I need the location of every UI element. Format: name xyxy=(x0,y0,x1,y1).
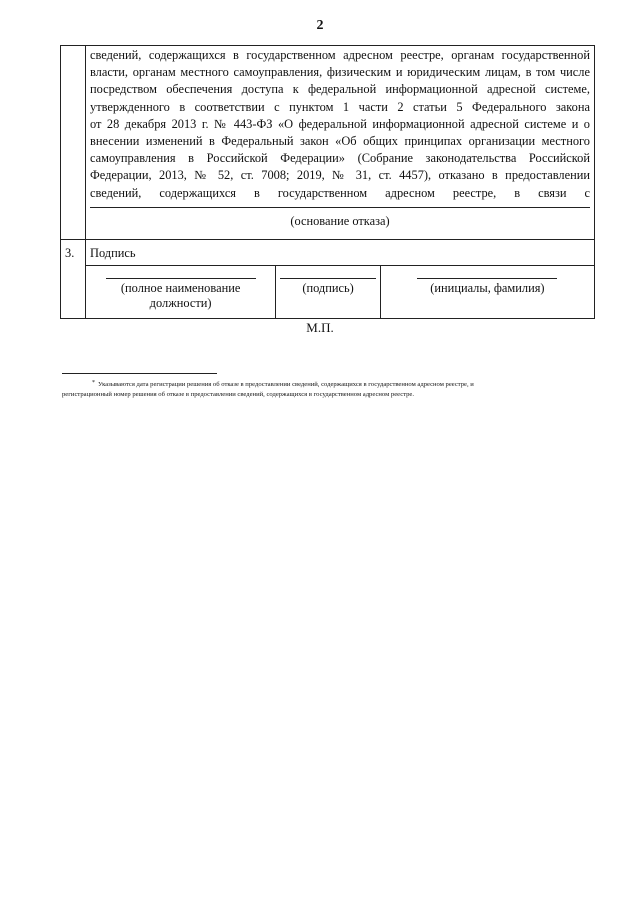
signature-caption: (подпись) xyxy=(302,280,354,295)
signature-grid xyxy=(86,265,594,318)
refusal-line-7: самоуправления в Российской Федерации» (Собрание законодательства Российской xyxy=(90,151,590,166)
name-caption: (инициалы, фамилия) xyxy=(430,280,545,295)
refusal-line-5: от 28 декабря 2013 г. № 443-ФЗ «О федеральной информационной адресной системе и о xyxy=(90,116,590,131)
row-number-cell-empty xyxy=(61,46,86,240)
footnote-line-1-text: Указываются дата регистрации решения об отказе в предоставлении сведений, содержащихся в государственном адресном реестре, и xyxy=(98,381,474,388)
refusal-line-3: посредством обеспечения доступа к федеральной информационной адресной системе, xyxy=(90,82,590,97)
name-block xyxy=(381,266,594,318)
refusal-line-9: сведений, содержащихся в государственном адресном реестре, в связи с xyxy=(90,185,590,200)
seal-mark: М.П. xyxy=(306,320,334,335)
form-table xyxy=(60,45,595,319)
row-number: 3. xyxy=(65,245,75,260)
position-block xyxy=(86,266,276,318)
refusal-line-6: внесении изменений в Федеральный закон «Об общих принципах организации местного xyxy=(90,134,590,149)
refusal-reason-caption: (основание отказа) xyxy=(290,213,390,228)
page-number: 2 xyxy=(316,18,324,33)
position-caption: (полное наименование должности) xyxy=(120,280,241,310)
row-signature xyxy=(61,239,595,318)
refusal-line-2: власти, органам местного самоуправления, физическим и юридическим лицам, в том числе xyxy=(90,65,590,80)
footnote xyxy=(62,378,597,401)
footnote-separator xyxy=(62,373,217,374)
footnote-line-2: регистрационный номер решения об отказе в предоставлении сведений, содержащихся в государственном адресном реестре. xyxy=(62,391,414,399)
refusal-line-4: утвержденного в соответствии с пунктом 1 части 2 статьи 5 Федерального закона xyxy=(90,99,590,114)
row-refusal-text xyxy=(61,46,595,240)
signature-heading: Подпись xyxy=(90,245,136,260)
refusal-line-1: сведений, содержащихся в государственном адресном реестре, органам государственной xyxy=(90,48,590,62)
refusal-text-cell xyxy=(86,46,595,240)
footnote-marker: * xyxy=(92,380,95,386)
footnote-line-1 xyxy=(62,378,597,390)
row-number-cell xyxy=(61,239,86,318)
refusal-line-8: Федерации, 2013, № 52, ст. 7008; 2019, № 31, ст. 4457), отказано в предоставлении xyxy=(90,168,590,183)
signature-block xyxy=(276,266,381,318)
signature-cell xyxy=(86,239,595,318)
